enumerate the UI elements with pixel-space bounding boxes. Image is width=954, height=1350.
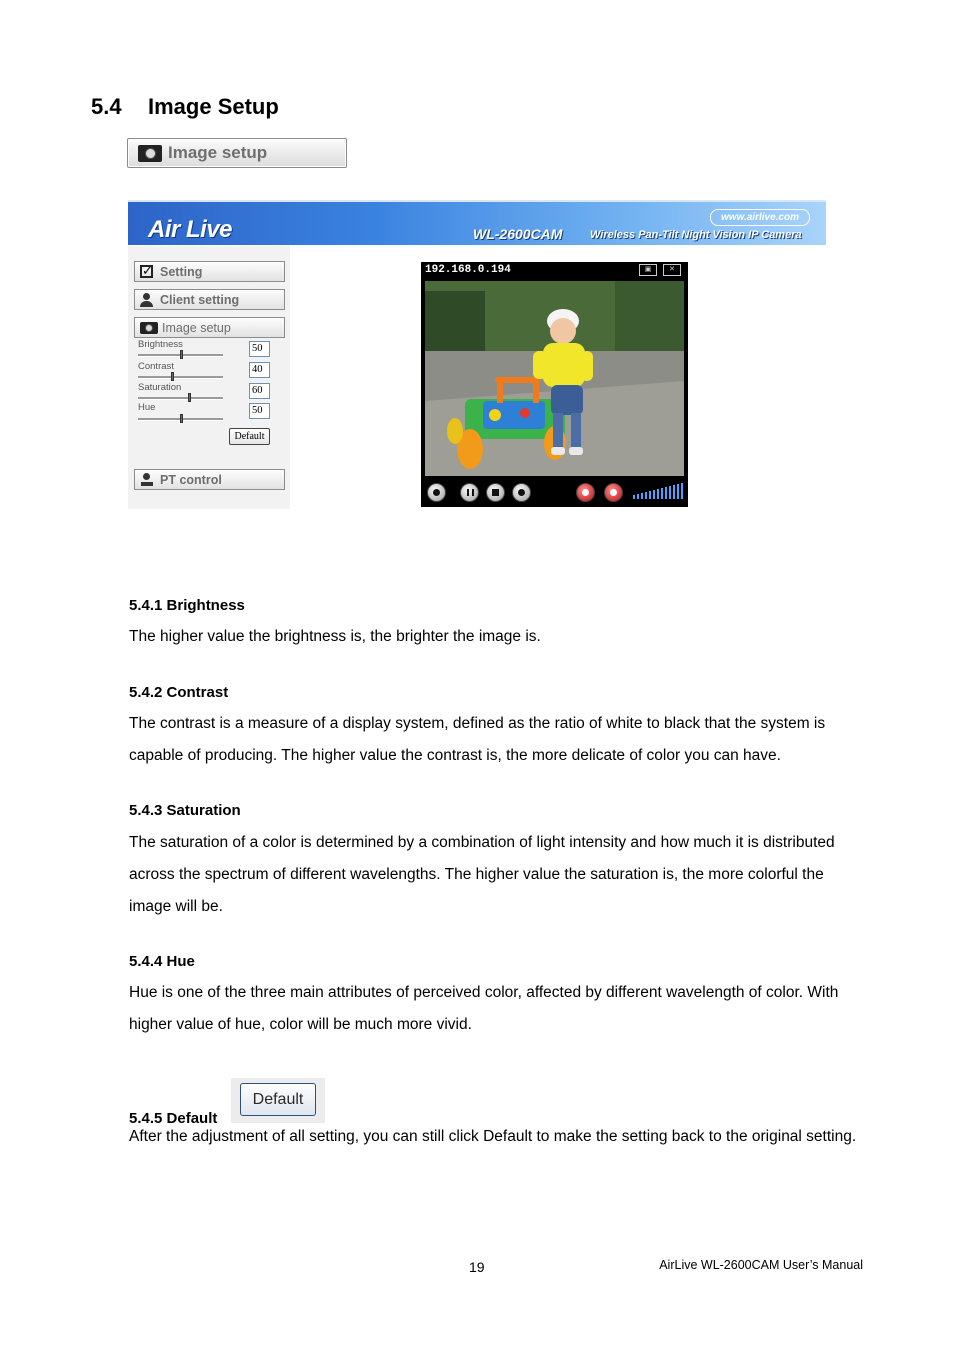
section-heading xyxy=(91,94,279,120)
joystick-icon xyxy=(140,473,154,487)
user-icon xyxy=(140,293,153,307)
camera-icon xyxy=(140,322,158,334)
image-setup-menu-button[interactable] xyxy=(134,317,285,338)
snapshot-icon[interactable]: ▣ xyxy=(639,264,657,276)
brightness-slider-thumb[interactable] xyxy=(180,350,183,359)
contrast-slider-thumb[interactable] xyxy=(171,372,174,381)
setting-button[interactable] xyxy=(134,261,285,282)
model-name: WL-2600CAM xyxy=(473,226,563,242)
hue-input[interactable]: 50 xyxy=(249,403,270,419)
brightness-input[interactable]: 50 xyxy=(249,341,270,357)
subsection-text-brightness: The higher value the brightness is, the brighter the image is. xyxy=(129,628,541,645)
camera-feed-scene xyxy=(425,281,684,476)
subsection-heading-hue: 5.4.4 Hue xyxy=(129,953,195,970)
product-tagline: Wireless Pan-Tilt Night Vision IP Camera xyxy=(590,229,802,241)
brightness-slider[interactable] xyxy=(138,354,223,357)
contrast-slider[interactable] xyxy=(138,376,223,379)
stop-icon[interactable] xyxy=(486,483,505,502)
website-link[interactable]: www.airlive.com xyxy=(710,209,810,226)
default-button-frame xyxy=(231,1078,325,1123)
pause-icon[interactable] xyxy=(460,483,479,502)
subsection-heading-brightness: 5.4.1 Brightness xyxy=(129,597,245,614)
manual-footer: AirLive WL-2600CAM User’s Manual xyxy=(659,1258,863,1272)
contrast-input[interactable]: 40 xyxy=(249,362,270,378)
section-title: Image Setup xyxy=(148,94,279,119)
video-viewer xyxy=(421,262,688,507)
camera-icon xyxy=(138,145,162,162)
camera-feed-image xyxy=(425,281,684,476)
subsection-heading-saturation: 5.4.3 Saturation xyxy=(129,802,241,819)
airlive-logo: Air Live xyxy=(148,216,233,243)
image-setup-menu-label: Image setup xyxy=(162,320,231,335)
saturation-slider-thumb[interactable] xyxy=(188,393,191,402)
subsection-heading-default: 5.4.5 Default xyxy=(129,1110,218,1127)
client-setting-button[interactable] xyxy=(134,289,285,310)
hue-label: Hue xyxy=(138,402,156,413)
airlive-banner xyxy=(128,200,826,245)
subsection-text-saturation: The saturation of a color is determined by a combination of light intensity and how much it is distributed across the spectrum of different wavelengths. The higher value the saturation is, the more colorful the image will be. xyxy=(129,834,835,915)
pt-control-label: PT control xyxy=(160,472,222,487)
default-button-small[interactable]: Default xyxy=(229,428,270,445)
saturation-label: Saturation xyxy=(138,382,182,393)
brightness-label: Brightness xyxy=(138,339,183,350)
zoom-icon[interactable] xyxy=(427,483,446,502)
image-setup-button[interactable] xyxy=(127,138,347,168)
subsection-text-default: After the adjustment of all setting, you can still click Default to make the setting back to the original setting. xyxy=(129,1128,857,1145)
setting-label: Setting xyxy=(160,264,203,279)
subsection-heading-contrast: 5.4.2 Contrast xyxy=(129,684,229,701)
saturation-slider[interactable] xyxy=(138,397,223,400)
control-panel xyxy=(128,246,290,509)
camera-ip: 192.168.0.194 xyxy=(425,264,511,276)
checkbox-icon xyxy=(140,265,153,278)
saturation-input[interactable]: 60 xyxy=(249,383,270,399)
fullscreen-icon[interactable]: ✕ xyxy=(663,264,681,276)
contrast-label: Contrast xyxy=(138,361,174,372)
image-setup-button-label: Image setup xyxy=(168,143,268,162)
section-number: 5.4 xyxy=(91,94,122,119)
record-icon[interactable] xyxy=(512,483,531,502)
subsection-text-contrast: The contrast is a measure of a display system, defined as the ratio of white to black that the system is capable of producing. The higher value the contrast is, the more delicate of color you can have. xyxy=(129,715,826,764)
default-button[interactable]: Default xyxy=(240,1083,316,1116)
subsection-text-hue: Hue is one of the three main attributes of perceived color, affected by different wavelength of color. With higher value of hue, color will be much more vivid. xyxy=(129,984,839,1033)
hue-slider-thumb[interactable] xyxy=(180,414,183,423)
audio-icon[interactable] xyxy=(604,483,623,502)
page-number: 19 xyxy=(469,1259,485,1275)
talk-icon[interactable] xyxy=(576,483,595,502)
hue-slider[interactable] xyxy=(138,418,223,421)
client-setting-label: Client setting xyxy=(160,292,240,307)
pt-control-button[interactable] xyxy=(134,469,285,490)
